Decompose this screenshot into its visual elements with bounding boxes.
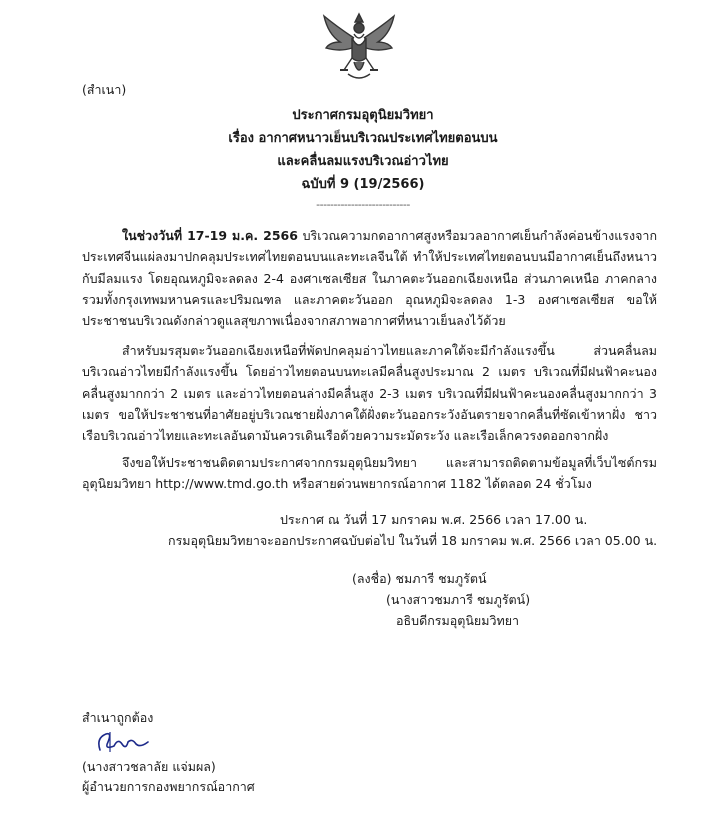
paragraph-1	[82, 225, 657, 331]
next-issue-note: กรมอุตุนิยมวิทยาจะออกประกาศฉบับต่อไป ในวันที่ 18 มกราคม พ.ศ. 2566 เวลา 05.00 น.	[168, 533, 658, 548]
subject-line-2: และคลื่นลมแรงบริเวณอ่าวไทย	[277, 154, 449, 169]
certified-copy-label: สำเนาถูกต้อง	[82, 710, 154, 725]
signatory-position: อธิบดีกรมอุตุนิยมวิทยา	[396, 613, 520, 628]
signed-line: (ลงชื่อ) ชมภารี ชมภูรัตน์	[352, 571, 487, 586]
copy-label: (สำเนา)	[82, 82, 127, 97]
separator-line: ---------------------------	[316, 198, 410, 211]
garuda-emblem-icon	[318, 8, 400, 84]
paragraph-3	[82, 452, 657, 495]
certifier-position: ผู้อำนวยการกองพยากรณ์อากาศ	[82, 779, 255, 794]
announcement-title: ประกาศกรมอุตุนิยมวิทยา	[292, 108, 434, 123]
paragraph-3-text: จึงขอให้ประชาชนติดตามประกาศจากกรมอุตุนิยมวิทยา และสามารถติดตามข้อมูลที่เว็บไซต์กรมอุตุนิยมวิทยา http://www.tmd.go.th หรือสายด่วนพยากรณ์อากาศ 1182 ได้ตลอด 24 ชั่วโมง	[82, 455, 657, 492]
signatory-name: (นางสาวชมภารี ชมภูรัตน์)	[386, 592, 531, 607]
issue-number: ฉบับที่ 9 (19/2566)	[301, 177, 425, 192]
paragraph-2-text: สำหรับมรสุมตะวันออกเฉียงเหนือที่พัดปกคลุมอ่าวไทยและภาคใต้จะมีกำลังแรงขึ้น ส่วนคลื่นลมบริเวณอ่าวไทยมีกำลังแรงขึ้น โดยอ่าวไทยตอนบนทะเลมีคลื่นสูงประมาณ 2 เมตร บริเวณที่มีฝนฟ้าคะนองคลื่นสูงมากกว่า 2 เมตร และอ่าวไทยตอนล่างมีคลื่นสูง 2-3 เมตร บริเวณที่มีฝนฟ้าคะนองคลื่นสูงมากกว่า 3 เมตร ขอให้ประชาชนที่อาศัยอยู่บริเวณชายฝั่งภาคใต้ฝั่งตะวันออกระวังอันตรายจากคลื่นที่ซัดเข้าหาฝั่ง ชาวเรือบริเวณอ่าวไทยและทะเลอันดามันควรเดินเรือด้วยความระมัดระวัง และเรือเล็กควรงดออกจากฝั่ง	[82, 343, 657, 444]
paragraph-2	[82, 340, 657, 446]
paragraph-1-date: ในช่วงวันที่ 17-19 ม.ค. 2566	[122, 228, 298, 243]
paragraph-1-text: บริเวณความกดอากาศสูงหรือมวลอากาศเย็นกำลังค่อนข้างแรงจากประเทศจีนแผ่ลงมาปกคลุมประเทศไทยตอนบนและทะเลจีนใต้ ทำให้ประเทศไทยตอนบนมีอากาศเย็นถึงหนาวกับมีลมแรง โดยอุณหภูมิจะลดลง 2-4 องศาเซลเซียส ในภาคตะวันออกเฉียงเหนือ ส่วนภาคเหนือ ภาคกลางรวมทั้งกรุงเทพมหานครและปริมณฑล และภาคตะวันออก อุณหภูมิจะลดลง 1-3 องศาเซลเซียส ขอให้ประชาชนบริเวณดังกล่าวดูแลสุขภาพเนื่องจากสภาพอากาศที่หนาวเย็นลงไว้ด้วย	[82, 228, 658, 329]
issued-date: ประกาศ ณ วันที่ 17 มกราคม พ.ศ. 2566 เวลา 17.00 น.	[280, 512, 588, 527]
subject-line: เรื่อง อากาศหนาวเย็นบริเวณประเทศไทยตอนบน	[228, 131, 498, 146]
handwritten-signature-icon	[92, 728, 152, 756]
certifier-name: (นางสาวชลาลัย แจ่มผล)	[82, 759, 216, 774]
